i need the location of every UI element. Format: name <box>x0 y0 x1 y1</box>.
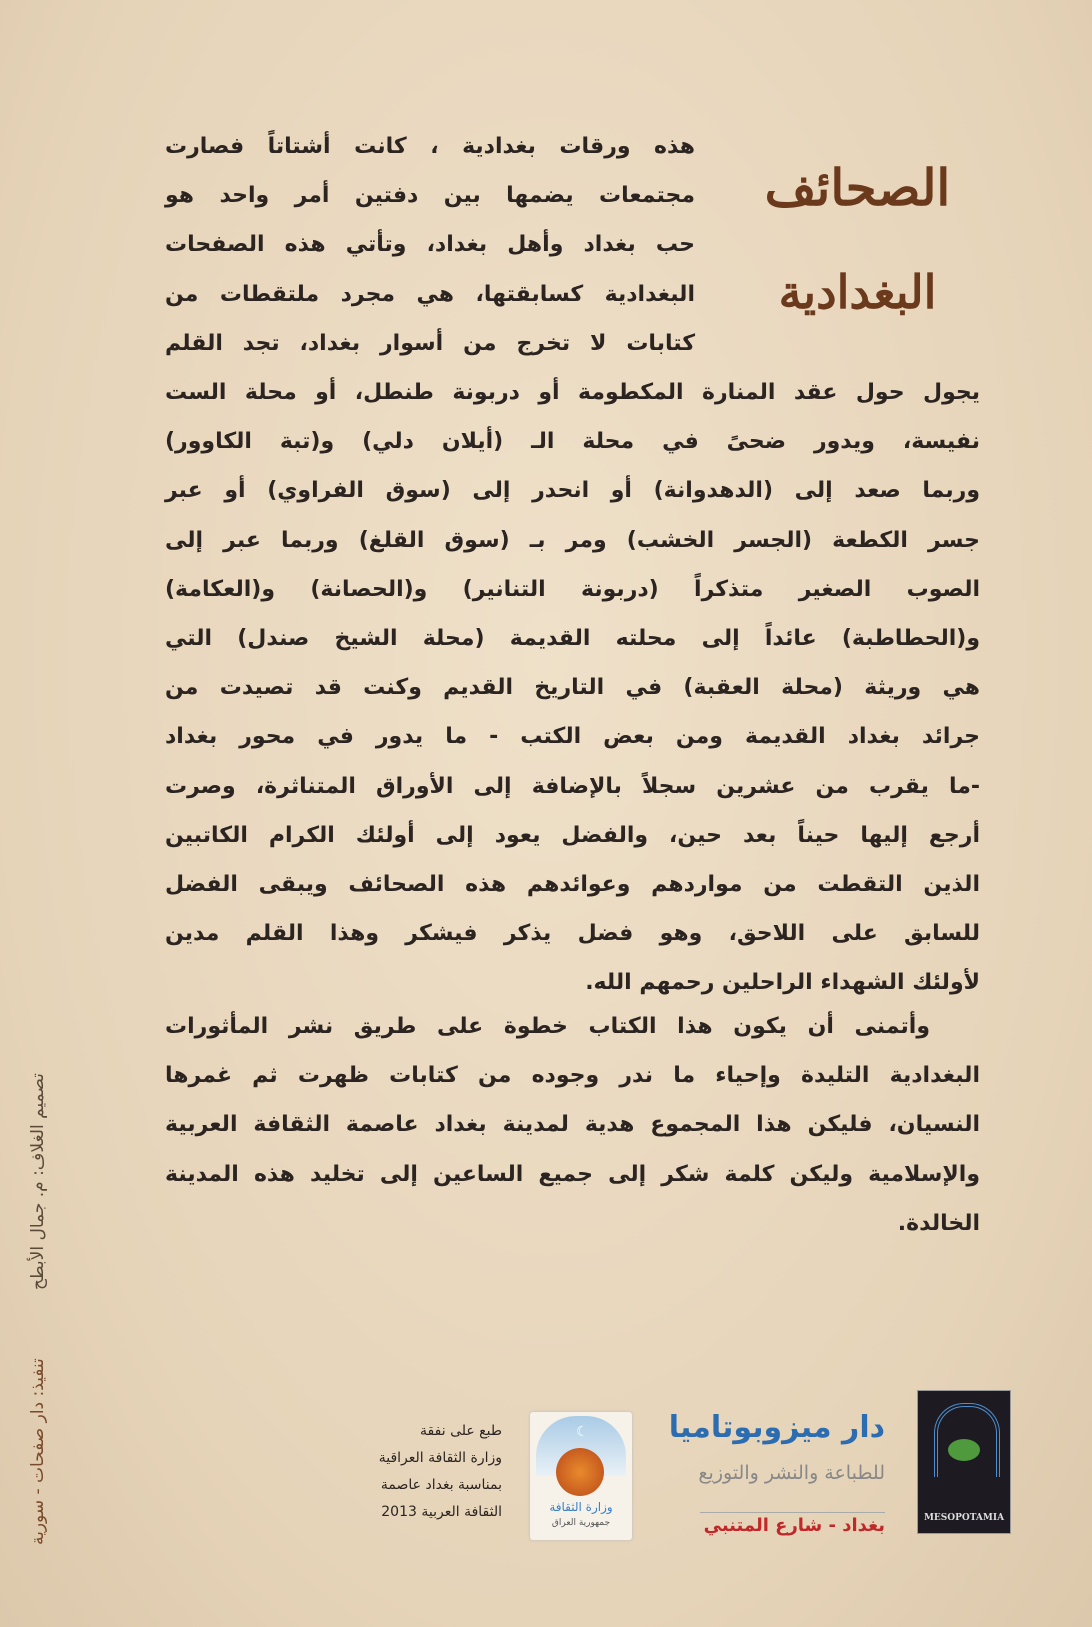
printed-note-line: الثقافة العربية 2013 <box>381 1504 502 1520</box>
publisher-address: بغداد - شارع المتنبي <box>700 1512 885 1536</box>
blurb-line: هذه ورقات بغدادية ، كانت أشتاتاً فصارت <box>165 134 695 159</box>
blurb-line: جسر الكطعة (الجسر الخشب) ومر بـ (سوق القلغ) وربما عبر إلى <box>165 527 980 553</box>
blurb-line: الصوب الصغير متذكراً (دربونة التنانير) و(الحصانة) و(العكامة) <box>165 576 980 602</box>
blurb-line: والإسلامية وليكن كلمة شكر إلى جميع الساعين إلى تخليد هذه المدينة <box>165 1161 980 1187</box>
blurb-line: جرائد بغداد القديمة ومن بعض الكتب - ما يدور في محور بغداد <box>165 724 980 750</box>
blurb-line: البغدادية التليدة وإحياء ما ندر وجوده من كتابات ظهرت ثم غمرها <box>165 1063 980 1089</box>
execution-credit: تنفيذ: دار صفحات - سورية <box>28 1358 48 1545</box>
printed-note-line: وزارة الثقافة العراقية <box>378 1450 502 1466</box>
publisher-logo <box>917 1390 1011 1534</box>
title-line-1: الصحائف <box>764 158 951 217</box>
book-title-calligraphy <box>725 135 990 365</box>
printed-note <box>340 1418 502 1526</box>
blurb-line: و(الحطاطبة) عائداً إلى محلته القديمة (محلة الشيخ صندل) التي <box>165 626 980 651</box>
blurb-line: يجول حول عقد المنارة المكطومة أو دربونة طنطل، أو محلة الست <box>165 380 980 405</box>
crescent-icon: ☾ <box>576 1424 589 1440</box>
blurb-line: نفيسة، ويدور ضحىً في محلة الـ (أيلان دلي) و(تبة الكاوور) <box>165 429 980 455</box>
blurb-line: البغدادية كسابقتها، هي مجرد ملتقطات من <box>165 281 695 307</box>
title-line-2: البغدادية <box>778 265 937 319</box>
blurb-line: النسيان، فليكن هذا المجموع هدية لمدينة بغداد عاصمة الثقافة العربية <box>165 1112 980 1138</box>
blurb-line: كتابات لا تخرج من أسوار بغداد، تجد القلم <box>165 330 695 356</box>
logo-map-icon <box>948 1439 980 1461</box>
ministry-logo <box>530 1412 632 1540</box>
publisher-name: دار ميزوبوتاميا <box>668 1410 885 1445</box>
blurb-line: هي وريثة (محلة العقبة) في التاريخ القديم وكنت قد تصيدت من <box>165 675 980 701</box>
printed-note-line: بمناسبة بغداد عاصمة <box>380 1477 502 1493</box>
blurb-line: حب بغداد وأهل بغداد، وتأتي هذه الصفحات <box>165 232 695 258</box>
blurb-line: الخالدة. <box>897 1210 980 1236</box>
blurb-line: أرجع إليها حيناً بعد حين، والفضل يعود إلى أولئك الكرام الكاتبين <box>165 822 980 848</box>
logo-text: MESOPOTAMIA <box>923 1513 1005 1523</box>
blurb-line: للسابق على اللاحق، وهو فضل يذكر فيشكر وهذا القلم مدين <box>165 921 980 947</box>
blurb-line: الذين التقطت من مواردهم وعوائدهم هذه الصحائف ويبقى الفضل <box>165 872 980 897</box>
ministry-country: جمهورية العراق <box>551 1518 611 1528</box>
ministry-name: وزارة الثقافة <box>549 1500 613 1514</box>
blurb-line: مجتمعات يضمها بين دفتين أمر واحد هو <box>165 183 695 209</box>
blurb-line: وأتمنى أن يكون هذا الكتاب خطوة على طريق نشر المأثورات <box>165 1014 930 1039</box>
blurb-line: وربما صعد إلى (الدهدوانة) أو انحدر إلى (سوق الفراوي) أو عبر <box>165 478 980 504</box>
cover-design-credit: تصميم الغلاف: م. جمال الأبطح <box>28 1073 48 1290</box>
blurb-line: -ما يقرب من عشرين سجلاً بالإضافة إلى الأوراق المتناثرة، وصرت <box>165 773 980 799</box>
seal-icon <box>556 1448 604 1496</box>
printed-note-line: طبع على نفقة <box>420 1423 502 1439</box>
blurb-line: لأولئك الشهداء الراحلين رحمهم الله. <box>585 970 980 996</box>
publisher-tagline: للطباعة والنشر والتوزيع <box>698 1462 885 1484</box>
